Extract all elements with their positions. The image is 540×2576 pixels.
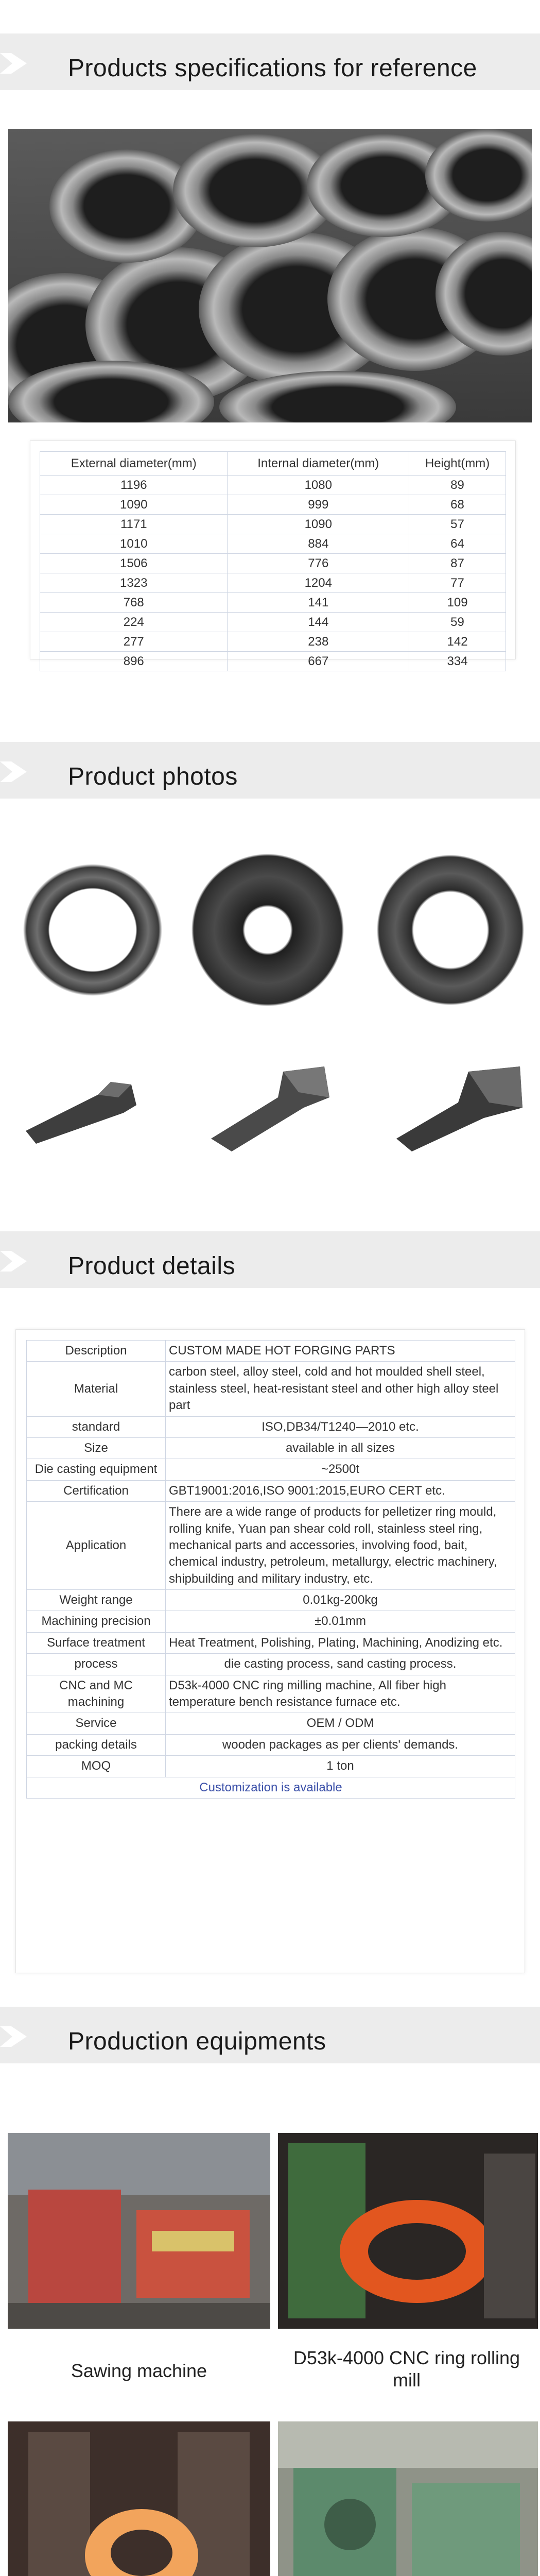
equipment-photo-reamer [278, 2421, 538, 2576]
detail-value: 0.01kg-200kg [166, 1590, 515, 1611]
table-row [40, 632, 506, 652]
table-cell: 144 [228, 613, 409, 632]
section-title-details: Product details [68, 1252, 236, 1280]
product-photo-thin-ring [21, 858, 165, 1002]
table-cell: 776 [228, 554, 409, 573]
detail-value: die casting process, sand casting process. [166, 1654, 515, 1675]
table-row [27, 1632, 515, 1653]
equipment-caption: D53k-4000 CNC ring rolling mill [293, 2347, 520, 2391]
table-cell: 896 [40, 652, 228, 671]
detail-key: Size [27, 1437, 166, 1459]
table-cell: 238 [228, 632, 409, 652]
table-cell: 57 [409, 515, 506, 534]
detail-key: Material [27, 1362, 166, 1416]
equipment-photo-hammer [8, 2421, 270, 2576]
detail-value: OEM / ODM [166, 1713, 515, 1734]
table-cell: 68 [409, 495, 506, 515]
detail-key: Weight range [27, 1590, 166, 1611]
detail-value: D53k-4000 CNC ring milling machine, All fiber high temperature bench resistance furnace etc. [166, 1675, 515, 1713]
table-cell: 59 [409, 613, 506, 632]
table-row [40, 495, 506, 515]
table-cell: 1090 [40, 495, 228, 515]
table-cell: 142 [409, 632, 506, 652]
table-row [27, 1459, 515, 1480]
table-row [40, 476, 506, 495]
detail-key: CNC and MC machining [27, 1675, 166, 1713]
table-row [27, 1675, 515, 1713]
table-cell: 141 [228, 593, 409, 613]
table-row [27, 1416, 515, 1437]
table-header-row [40, 452, 506, 476]
column-header: Height(mm) [409, 452, 506, 476]
table-cell: 1080 [228, 476, 409, 495]
detail-key: Die casting equipment [27, 1459, 166, 1480]
table-cell: 334 [409, 652, 506, 671]
table-row [40, 534, 506, 554]
chevron-right-icon [0, 759, 31, 784]
column-header: Internal diameter(mm) [228, 452, 409, 476]
detail-value: available in all sizes [166, 1437, 515, 1459]
detail-key: Description [27, 1341, 166, 1362]
detail-value: 1 ton [166, 1756, 515, 1777]
section-header-equipment [0, 2007, 540, 2063]
table-row [27, 1756, 515, 1777]
table-row [27, 1734, 515, 1755]
chevron-right-icon [0, 51, 31, 76]
table-row [40, 573, 506, 593]
section-header-photos [0, 742, 540, 799]
table-cell: 667 [228, 652, 409, 671]
details-table-card [15, 1329, 525, 1973]
detail-value: There are a wide range of products for pelletizer ring mould, rolling knife, Yuan pan shear cold roll, stainless steel ring, mechanical parts and accessories, involving food, bait, chemical industry, petroleum, metallurgy, electric machinery, shipbuilding and military industry, etc. [166, 1502, 515, 1590]
table-cell: 1204 [228, 573, 409, 593]
product-photo-shaft-2 [201, 1051, 340, 1159]
detail-value: ISO,DB34/T1240—2010 etc. [166, 1416, 515, 1437]
table-row [27, 1341, 515, 1362]
product-photo-shaft-3 [386, 1046, 530, 1159]
table-row [27, 1502, 515, 1590]
table-row [40, 652, 506, 671]
detail-key: Machining precision [27, 1611, 166, 1632]
table-cell: 77 [409, 573, 506, 593]
product-photo-wide-ring [376, 853, 525, 1007]
section-title-specs: Products specifications for reference [68, 55, 477, 82]
table-cell: 1196 [40, 476, 228, 495]
spec-table [40, 451, 506, 671]
table-row [27, 1480, 515, 1501]
forged-rings-photo [8, 129, 532, 422]
customization-link[interactable]: Customization is available [27, 1777, 515, 1798]
table-cell: 109 [409, 593, 506, 613]
detail-value: Heat Treatment, Polishing, Plating, Machining, Anodizing etc. [166, 1632, 515, 1653]
detail-value: ~2500t [166, 1459, 515, 1480]
equipment-photo-sawing [8, 2133, 270, 2329]
detail-key: process [27, 1654, 166, 1675]
detail-value: carbon steel, alloy steel, cold and hot moulded shell steel, stainless steel, heat-resistant steel and other high alloy steel part [166, 1362, 515, 1416]
detail-value: GBT19001:2016,ISO 9001:2015,EURO CERT etc. [166, 1480, 515, 1501]
table-row [40, 515, 506, 534]
table-cell: 1010 [40, 534, 228, 554]
table-cell: 89 [409, 476, 506, 495]
detail-key: standard [27, 1416, 166, 1437]
table-row [27, 1437, 515, 1459]
table-cell: 1506 [40, 554, 228, 573]
detail-key: packing details [27, 1734, 166, 1755]
table-row [27, 1713, 515, 1734]
table-cell: 884 [228, 534, 409, 554]
detail-key: Service [27, 1713, 166, 1734]
table-cell: 768 [40, 593, 228, 613]
detail-key: Surface treatment [27, 1632, 166, 1653]
table-cell: 999 [228, 495, 409, 515]
detail-value: CUSTOM MADE HOT FORGING PARTS [166, 1341, 515, 1362]
product-photo-thick-ring [190, 853, 345, 1007]
chevron-right-icon [0, 1249, 31, 1274]
table-row [40, 554, 506, 573]
table-row [27, 1611, 515, 1632]
table-cell: 87 [409, 554, 506, 573]
table-row [27, 1654, 515, 1675]
table-row [27, 1590, 515, 1611]
equipment-caption: Sawing machine [71, 2360, 207, 2381]
details-table [26, 1340, 515, 1799]
section-title-equipment: Production equipments [68, 2028, 326, 2055]
product-photo-shaft-1 [21, 1054, 170, 1157]
equipment-photo-rolling-mill [278, 2133, 538, 2329]
section-header-details [0, 1231, 540, 1288]
detail-key: MOQ [27, 1756, 166, 1777]
table-cell: 1323 [40, 573, 228, 593]
table-row [40, 593, 506, 613]
detail-key: Application [27, 1502, 166, 1590]
detail-value: wooden packages as per clients' demands. [166, 1734, 515, 1755]
spec-table-card [30, 440, 516, 668]
section-title-photos: Product photos [68, 763, 238, 790]
column-header: External diameter(mm) [40, 452, 228, 476]
table-row [27, 1777, 515, 1798]
detail-value: ±0.01mm [166, 1611, 515, 1632]
table-row [27, 1362, 515, 1416]
detail-key: Certification [27, 1480, 166, 1501]
table-cell: 1171 [40, 515, 228, 534]
table-cell: 1090 [228, 515, 409, 534]
chevron-right-icon [0, 2024, 31, 2049]
table-cell: 277 [40, 632, 228, 652]
table-cell: 224 [40, 613, 228, 632]
table-cell: 64 [409, 534, 506, 554]
section-header-specs [0, 33, 540, 90]
table-row [40, 613, 506, 632]
